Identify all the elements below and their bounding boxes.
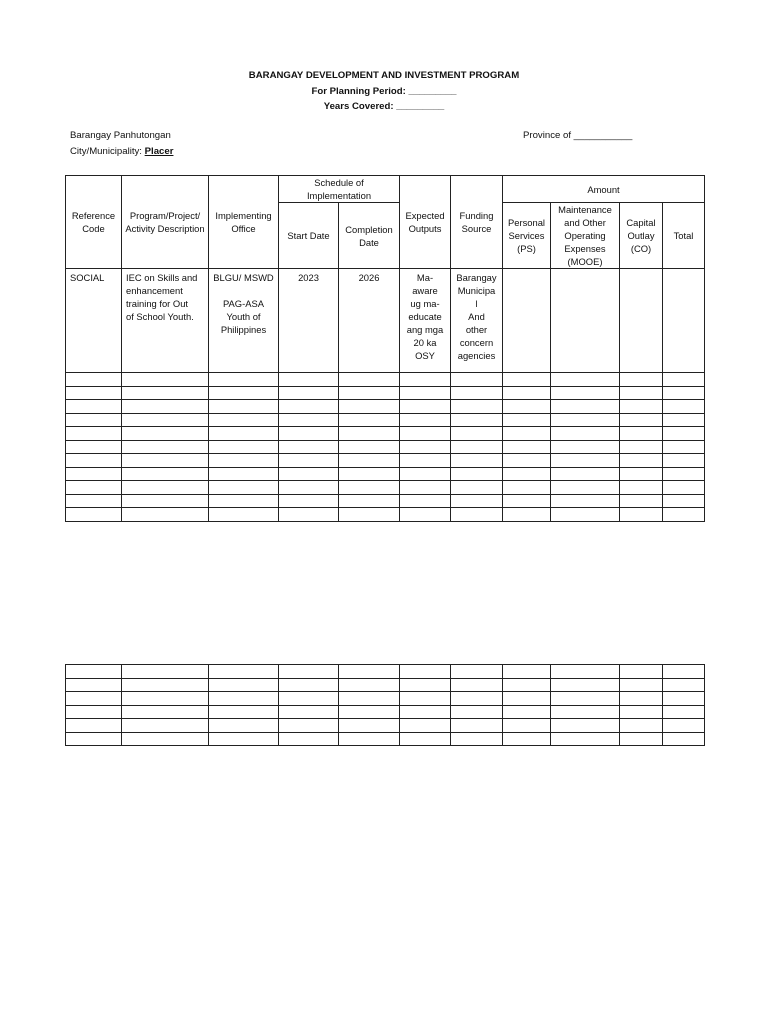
header-schedule: Schedule of Implementation [279, 176, 400, 203]
empty-cell [122, 413, 209, 427]
cell-capital-outlay [620, 269, 663, 373]
empty-cell [279, 665, 339, 679]
document-title: BARANGAY DEVELOPMENT AND INVESTMENT PROGRAM [248, 70, 520, 81]
planning-period: For Planning Period: _________ [311, 86, 457, 97]
cell-line: Barangay [456, 272, 497, 283]
empty-cell [620, 665, 663, 679]
cell-line: 20 ka [413, 337, 437, 348]
empty-cell [66, 386, 122, 400]
empty-cell [451, 494, 503, 508]
empty-cell [400, 440, 451, 454]
empty-cell [339, 481, 400, 495]
empty-cell [451, 719, 503, 733]
empty-cell [66, 732, 122, 746]
empty-cell [66, 400, 122, 414]
empty-cell [503, 454, 551, 468]
empty-cell [663, 732, 705, 746]
empty-cell [122, 692, 209, 706]
empty-cell [503, 481, 551, 495]
empty-cell [451, 454, 503, 468]
empty-cell [209, 467, 279, 481]
cell-line: Youth of [226, 311, 261, 322]
empty-cell [620, 732, 663, 746]
empty-cell [209, 373, 279, 387]
empty-cell [279, 467, 339, 481]
cell-line: educate [408, 311, 442, 322]
header-implementing-office: Implementing Office [209, 176, 279, 269]
empty-cell [503, 719, 551, 733]
empty-cell [66, 705, 122, 719]
empty-cell [663, 719, 705, 733]
empty-cell [503, 494, 551, 508]
empty-cell [451, 413, 503, 427]
empty-cell [339, 719, 400, 733]
empty-cell [66, 719, 122, 733]
empty-cell [279, 427, 339, 441]
empty-cell [122, 732, 209, 746]
empty-cell [400, 427, 451, 441]
empty-table-row [66, 413, 705, 427]
empty-cell [551, 692, 620, 706]
empty-cell [620, 719, 663, 733]
empty-cell [551, 494, 620, 508]
empty-cell [209, 481, 279, 495]
cell-line: other [465, 324, 488, 335]
empty-cell [66, 467, 122, 481]
empty-cell [400, 494, 451, 508]
empty-cell [209, 386, 279, 400]
cell-funding-source [451, 269, 503, 373]
empty-cell [620, 400, 663, 414]
empty-cell [279, 508, 339, 522]
empty-cell [279, 386, 339, 400]
empty-table-row [66, 440, 705, 454]
empty-cell [339, 705, 400, 719]
empty-table-row [66, 481, 705, 495]
header-completion-date: Completion Date [339, 203, 400, 269]
empty-cell [279, 373, 339, 387]
empty-cell [209, 508, 279, 522]
header-program: Program/Project/ Activity Description [122, 176, 209, 269]
empty-cell [451, 705, 503, 719]
empty-cell [451, 508, 503, 522]
empty-cell [122, 705, 209, 719]
empty-cell [122, 400, 209, 414]
empty-cell [209, 678, 279, 692]
cell-line: training for Out [126, 298, 189, 309]
empty-cell [209, 665, 279, 679]
empty-cell [209, 440, 279, 454]
cell-line: agencies [457, 350, 496, 361]
header-personal-services: Personal Services (PS) [503, 203, 551, 269]
empty-cell [339, 678, 400, 692]
empty-cell [122, 386, 209, 400]
empty-cell [551, 481, 620, 495]
table-row [66, 269, 705, 373]
empty-cell [400, 467, 451, 481]
cell-reference-code: SOCIAL [66, 269, 122, 373]
empty-cell [663, 413, 705, 427]
empty-cell [339, 665, 400, 679]
empty-cell [503, 665, 551, 679]
header-funding-source: Funding Source [451, 176, 503, 269]
empty-cell [209, 413, 279, 427]
empty-cell [663, 508, 705, 522]
empty-cell [503, 692, 551, 706]
empty-cell [209, 732, 279, 746]
empty-cell [209, 454, 279, 468]
empty-cell [400, 692, 451, 706]
empty-cell [339, 732, 400, 746]
header-expected-outputs: Expected Outputs [400, 176, 451, 269]
empty-table-row [66, 400, 705, 414]
empty-cell [620, 440, 663, 454]
empty-cell [551, 400, 620, 414]
empty-cell [663, 467, 705, 481]
empty-cell [122, 508, 209, 522]
cell-line: of School Youth. [126, 311, 194, 322]
empty-cell [400, 665, 451, 679]
empty-cell [339, 467, 400, 481]
cell-line: enhancement [126, 285, 183, 296]
empty-table-row [66, 467, 705, 481]
empty-table-row [66, 705, 705, 719]
cell-line: ug ma- [410, 298, 440, 309]
city-municipality [70, 146, 173, 157]
empty-cell [209, 719, 279, 733]
empty-cell [400, 386, 451, 400]
barangay-name: Barangay Panhutongan [70, 130, 171, 141]
empty-cell [503, 413, 551, 427]
empty-cell [279, 692, 339, 706]
empty-rows [66, 373, 705, 522]
empty-cell [451, 692, 503, 706]
empty-cell [503, 400, 551, 414]
empty-cell [551, 427, 620, 441]
empty-cell [66, 427, 122, 441]
cell-completion-date: 2026 [339, 269, 400, 373]
empty-cell [400, 413, 451, 427]
empty-cell [620, 467, 663, 481]
empty-cell [620, 454, 663, 468]
empty-cell [551, 467, 620, 481]
cell-mooe [551, 269, 620, 373]
cell-line: PAG-ASA [223, 298, 264, 309]
empty-cell [339, 508, 400, 522]
cell-line: IEC on Skills and [126, 272, 198, 283]
cell-personal-services [503, 269, 551, 373]
header-total: Total [663, 203, 705, 269]
empty-cell [551, 386, 620, 400]
empty-cell [620, 678, 663, 692]
empty-cell [620, 508, 663, 522]
empty-cell [551, 373, 620, 387]
empty-table-row [66, 494, 705, 508]
cell-line: And [468, 311, 485, 322]
empty-cell [663, 386, 705, 400]
empty-cell [339, 440, 400, 454]
cell-line [211, 284, 276, 297]
empty-cell [400, 481, 451, 495]
empty-cell [66, 508, 122, 522]
empty-table-row [66, 427, 705, 441]
cell-total [663, 269, 705, 373]
empty-cell [122, 440, 209, 454]
years-covered: Years Covered: _________ [323, 101, 445, 112]
header-start-date: Start Date [279, 203, 339, 269]
header-reference-code: Reference Code [66, 176, 122, 269]
cell-program [122, 269, 209, 373]
empty-cell [279, 719, 339, 733]
empty-cell [663, 454, 705, 468]
empty-cell [122, 719, 209, 733]
empty-cell [551, 732, 620, 746]
empty-cell [66, 440, 122, 454]
cell-line: ang mga [406, 324, 444, 335]
empty-cell [551, 705, 620, 719]
empty-cell [400, 454, 451, 468]
empty-table-row [66, 386, 705, 400]
empty-cell [620, 494, 663, 508]
empty-cell [663, 400, 705, 414]
empty-cell [400, 678, 451, 692]
empty-cell [400, 719, 451, 733]
empty-cell [122, 494, 209, 508]
empty-cell [66, 692, 122, 706]
empty-cell [279, 678, 339, 692]
empty-cell [551, 665, 620, 679]
empty-cell [279, 705, 339, 719]
empty-cell [279, 400, 339, 414]
empty-rows [66, 665, 705, 746]
empty-cell [451, 467, 503, 481]
empty-cell [451, 678, 503, 692]
cell-line: OSY [415, 350, 435, 361]
empty-table-row [66, 454, 705, 468]
empty-cell [279, 413, 339, 427]
empty-table-row [66, 373, 705, 387]
empty-cell [620, 481, 663, 495]
empty-cell [339, 454, 400, 468]
empty-cell [503, 467, 551, 481]
continuation-table [65, 664, 705, 746]
empty-cell [451, 400, 503, 414]
city-value: Placer [144, 146, 174, 157]
empty-cell [451, 427, 503, 441]
empty-cell [663, 373, 705, 387]
empty-table-row [66, 732, 705, 746]
empty-cell [209, 494, 279, 508]
empty-table-row [66, 508, 705, 522]
empty-cell [663, 481, 705, 495]
province: Province of ___________ [523, 130, 633, 141]
empty-cell [279, 454, 339, 468]
empty-cell [551, 413, 620, 427]
empty-table-row [66, 719, 705, 733]
empty-cell [66, 413, 122, 427]
empty-cell [503, 732, 551, 746]
empty-cell [620, 373, 663, 387]
empty-cell [451, 665, 503, 679]
empty-cell [279, 494, 339, 508]
empty-cell [122, 678, 209, 692]
empty-table-row [66, 665, 705, 679]
empty-cell [66, 678, 122, 692]
empty-cell [663, 440, 705, 454]
empty-cell [663, 665, 705, 679]
empty-cell [451, 732, 503, 746]
empty-cell [339, 692, 400, 706]
empty-cell [122, 373, 209, 387]
cell-line: aware [412, 285, 438, 296]
empty-cell [400, 732, 451, 746]
empty-cell [400, 400, 451, 414]
empty-cell [551, 454, 620, 468]
empty-cell [122, 665, 209, 679]
cell-line: Ma- [416, 272, 434, 283]
empty-cell [451, 481, 503, 495]
empty-cell [66, 454, 122, 468]
empty-table-row [66, 678, 705, 692]
empty-cell [503, 427, 551, 441]
empty-cell [503, 705, 551, 719]
empty-cell [451, 440, 503, 454]
empty-cell [400, 508, 451, 522]
empty-cell [663, 427, 705, 441]
empty-cell [279, 732, 339, 746]
empty-table-row [66, 692, 705, 706]
cell-line: Municipa [457, 285, 496, 296]
cell-line: concern [459, 337, 494, 348]
empty-cell [339, 373, 400, 387]
header-amount: Amount [503, 176, 705, 203]
empty-cell [339, 413, 400, 427]
header-capital-outlay: Capital Outlay (CO) [620, 203, 663, 269]
empty-cell [122, 427, 209, 441]
empty-cell [620, 413, 663, 427]
empty-cell [209, 427, 279, 441]
empty-cell [663, 705, 705, 719]
empty-cell [503, 508, 551, 522]
cell-line: Philippines [220, 324, 267, 335]
empty-cell [122, 467, 209, 481]
empty-cell [339, 400, 400, 414]
empty-cell [551, 719, 620, 733]
empty-cell [551, 508, 620, 522]
investment-program-table [65, 175, 705, 522]
empty-cell [503, 386, 551, 400]
empty-cell [279, 440, 339, 454]
empty-cell [620, 427, 663, 441]
empty-cell [451, 373, 503, 387]
empty-cell [400, 705, 451, 719]
empty-cell [663, 692, 705, 706]
cell-implementing-office [209, 269, 279, 373]
empty-cell [620, 386, 663, 400]
empty-cell [551, 678, 620, 692]
empty-cell [122, 481, 209, 495]
header-mooe: Maintenance and Other Operating Expenses (MOOE) [551, 203, 620, 269]
empty-cell [451, 386, 503, 400]
empty-cell [620, 705, 663, 719]
empty-cell [503, 678, 551, 692]
empty-cell [620, 692, 663, 706]
empty-cell [339, 386, 400, 400]
empty-cell [66, 494, 122, 508]
empty-cell [279, 481, 339, 495]
empty-cell [339, 494, 400, 508]
empty-cell [209, 400, 279, 414]
empty-cell [209, 705, 279, 719]
empty-cell [339, 427, 400, 441]
cell-line: l [475, 298, 478, 309]
empty-cell [66, 665, 122, 679]
empty-cell [551, 440, 620, 454]
cell-expected-outputs [400, 269, 451, 373]
empty-cell [503, 373, 551, 387]
cell-line: BLGU/ MSWD [213, 272, 274, 283]
empty-cell [66, 481, 122, 495]
empty-cell [663, 494, 705, 508]
empty-cell [663, 678, 705, 692]
city-label: City/Municipality: [70, 146, 145, 157]
empty-cell [122, 454, 209, 468]
cell-start-date: 2023 [279, 269, 339, 373]
empty-cell [503, 440, 551, 454]
empty-cell [400, 373, 451, 387]
empty-cell [66, 373, 122, 387]
empty-cell [209, 692, 279, 706]
